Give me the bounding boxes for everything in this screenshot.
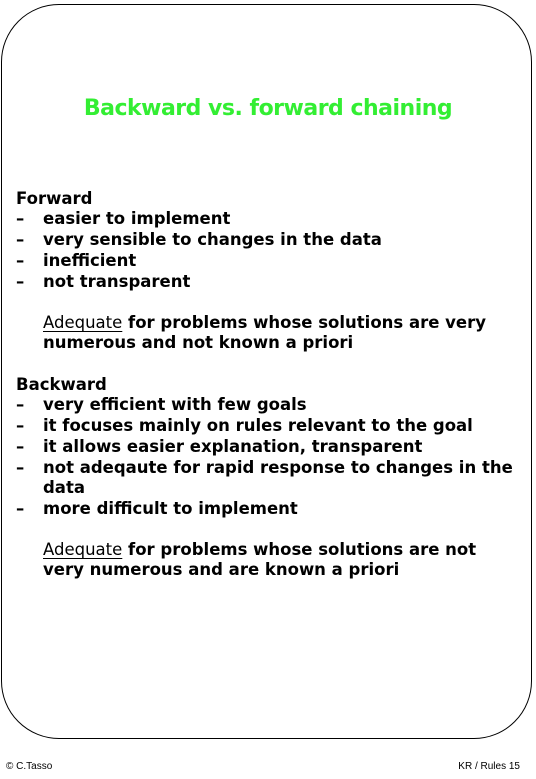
- list-item: [16, 251, 516, 271]
- bullet-dash: –: [16, 437, 25, 456]
- slide-title: Backward vs. forward chaining: [83, 96, 453, 121]
- adequate-text: for problems whose solutions are very numerous and not known a priori: [43, 313, 487, 352]
- list-item: [16, 395, 516, 415]
- bullet-text: not transparent: [43, 272, 191, 291]
- list-item: [16, 230, 516, 250]
- list-item: [16, 209, 516, 229]
- slide-content: [16, 188, 516, 580]
- bullet-text: easier to implement: [43, 209, 231, 228]
- list-item: [16, 437, 516, 457]
- adequate-text: for problems whose solutions are not very numerous and are known a priori: [43, 540, 477, 579]
- adequate-word: Adequate: [43, 313, 123, 332]
- forward-heading: Forward: [16, 189, 93, 208]
- adequate-word: Adequate: [43, 540, 123, 559]
- forward-adequate-note: [43, 313, 516, 353]
- bullet-text: not adeqaute for rapid response to changes in the data: [43, 458, 513, 497]
- bullet-text: it focuses mainly on rules relevant to the goal: [43, 416, 473, 435]
- bullet-text: more difficult to implement: [43, 499, 298, 518]
- bullet-text: very efficient with few goals: [43, 395, 307, 414]
- backward-heading: Backward: [16, 375, 107, 394]
- bullet-dash: –: [16, 458, 25, 477]
- bullet-text: very sensible to changes in the data: [43, 230, 382, 249]
- list-item: [16, 416, 516, 436]
- bullet-dash: –: [16, 251, 25, 270]
- bullet-dash: –: [16, 416, 25, 435]
- footer-page-number: KR / Rules 15: [458, 761, 520, 772]
- bullet-dash: –: [16, 499, 25, 518]
- bullet-dash: –: [16, 209, 25, 228]
- bullet-dash: –: [16, 395, 25, 414]
- list-item: [16, 272, 516, 292]
- backward-adequate-note: [43, 540, 516, 580]
- bullet-dash: –: [16, 272, 25, 291]
- forward-bullet-list: [16, 209, 516, 292]
- bullet-dash: –: [16, 230, 25, 249]
- list-item: [16, 458, 516, 498]
- list-item: [16, 499, 516, 519]
- bullet-text: it allows easier explanation, transparent: [43, 437, 423, 456]
- footer-copyright: © C.Tasso: [6, 761, 53, 772]
- backward-bullet-list: [16, 395, 516, 519]
- bullet-text: inefficient: [43, 251, 137, 270]
